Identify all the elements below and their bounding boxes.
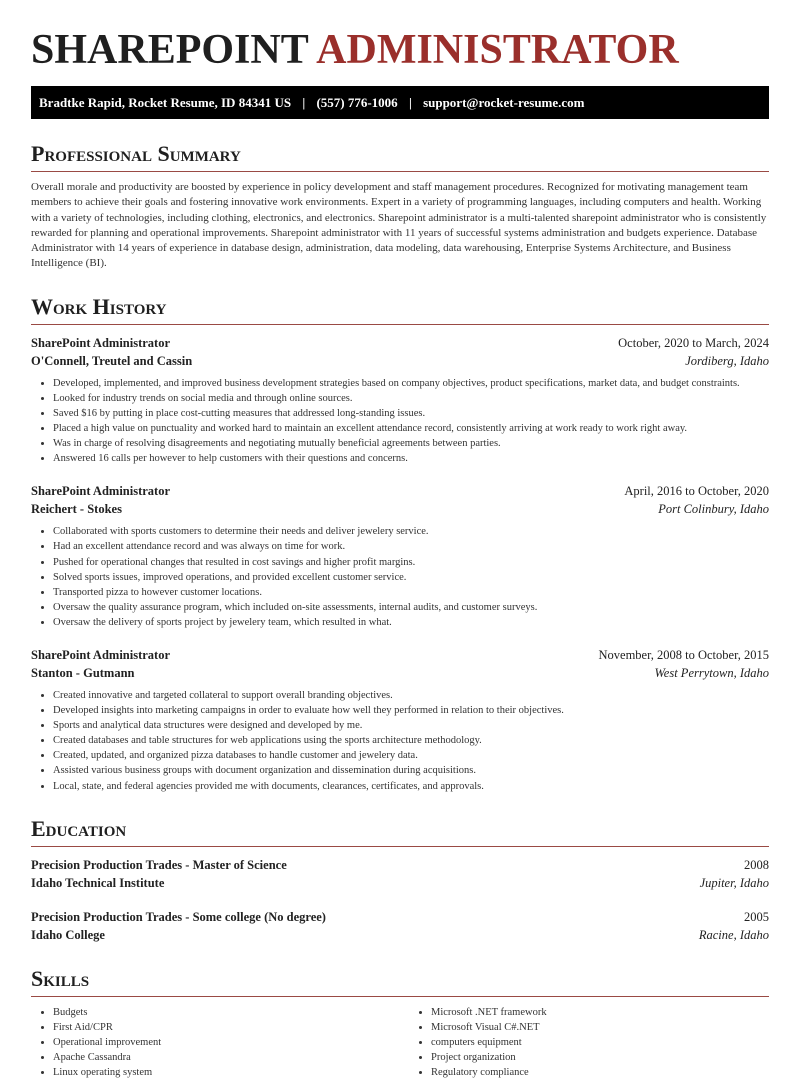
- contact-phone: (557) 776-1006: [316, 95, 398, 110]
- education-heading: Education: [31, 816, 769, 847]
- contact-email: support@rocket-resume.com: [423, 95, 585, 110]
- job-title: SharePoint Administrator: [31, 335, 171, 350]
- job-bullet: • Answered 16 calls per however to help customers with their questions and concerns.: [53, 451, 769, 466]
- education-location: Racine, Idaho: [698, 927, 769, 942]
- skill-item: • Microsoft .NET framework: [431, 1005, 769, 1020]
- skill-item: • Regulatory compliance: [431, 1065, 769, 1080]
- job-bullet: • Saved $16 by putting in place cost-cutting measures that addressed long-standing issues.: [53, 406, 769, 421]
- job-entry: [31, 646, 769, 794]
- job-bullet: • Assisted various business groups with document organization and dissemination during acquisitions.: [53, 763, 769, 778]
- job-dates: November, 2008 to October, 2015: [598, 648, 769, 662]
- skills-list: [31, 1005, 769, 1080]
- job-bullet: • Oversaw the delivery of sports project by jewelery team, which resulted in what.: [53, 615, 769, 630]
- job-company: O'Connell, Treutel and Cassin: [31, 353, 193, 368]
- skill-item: • computers equipment: [431, 1035, 769, 1050]
- job-bullet: • Collaborated with sports customers to determine their needs and deliver jewelery service.: [53, 524, 769, 539]
- job-location: West Perrytown, Idaho: [654, 666, 769, 680]
- job-bullet: • Developed, implemented, and improved business development strategies based on company objectives, product specifications, market data, and budget constraints.: [53, 376, 769, 391]
- education-school: Idaho Technical Institute: [31, 875, 165, 890]
- job-bullet: • Looked for industry trends on social media and through online sources.: [53, 391, 769, 406]
- skills-heading: Skills: [31, 966, 769, 997]
- contact-bar: [31, 86, 769, 119]
- job-dates: April, 2016 to October, 2020: [624, 484, 769, 499]
- job-bullet: • Developed insights into marketing campaigns in order to evaluate how well they performed in relation to their objectives.: [53, 703, 769, 718]
- job-bullet: • Transported pizza to however customer locations.: [53, 585, 769, 600]
- job-bullet: • Solved sports issues, improved operations, and provided excellent customer service.: [53, 570, 769, 585]
- education-school: Idaho College: [31, 927, 105, 942]
- job-bullet: • Pushed for operational changes that resulted in cost savings and higher profit margins.: [53, 555, 769, 570]
- job-bullet: • Created innovative and targeted collateral to support overall branding objectives.: [53, 688, 769, 703]
- education-entry: [31, 856, 769, 892]
- skill-item: • Apache Cassandra: [53, 1050, 391, 1065]
- title-first-word: SHAREPOINT: [31, 27, 308, 73]
- job-bullets: [31, 376, 769, 467]
- job-bullet: • Had an excellent attendance record and was always on time for work.: [53, 539, 769, 554]
- skill-item: • Project organization: [431, 1050, 769, 1065]
- job-bullet: • Sports and analytical data structures were designed and developed by me.: [53, 718, 769, 733]
- resume-title: [31, 26, 769, 74]
- job-entry: [31, 334, 769, 467]
- job-bullets: [31, 524, 769, 630]
- education-year: 2008: [744, 857, 769, 872]
- skills-column-right: [391, 1005, 769, 1080]
- contact-separator: |: [302, 95, 306, 110]
- title-second-word: ADMINISTRATOR: [316, 27, 679, 73]
- job-location: Jordiberg, Idaho: [685, 353, 769, 368]
- education-degree: Precision Production Trades - Master of Science: [31, 857, 287, 872]
- job-dates: October, 2020 to March, 2024: [618, 335, 769, 350]
- contact-separator: |: [408, 95, 412, 110]
- education-degree: Precision Production Trades - Some college (No degree): [31, 909, 326, 924]
- education-location: Jupiter, Idaho: [699, 875, 769, 890]
- job-title: SharePoint Administrator: [31, 648, 171, 662]
- summary-heading: Professional Summary: [31, 141, 769, 172]
- job-bullet: • Was in charge of resolving disagreements and negotiating mutually beneficial agreements between parties.: [53, 436, 769, 451]
- job-company: Stanton - Gutmann: [31, 666, 135, 680]
- job-company: Reichert - Stokes: [31, 502, 122, 517]
- skill-item: • Microsoft Visual C#.NET: [431, 1020, 769, 1035]
- skill-item: • Operational improvement: [53, 1035, 391, 1050]
- resume-page: [31, 0, 769, 1080]
- job-bullets: [31, 688, 769, 794]
- contact-address: Bradtke Rapid, Rocket Resume, ID 84341 US: [39, 95, 292, 110]
- education-year: 2005: [744, 909, 769, 924]
- skill-item: • Linux operating system: [53, 1065, 391, 1080]
- job-location: Port Colinbury, Idaho: [658, 502, 769, 517]
- job-bullet: • Created databases and table structures for web applications using the sports architecture methodology.: [53, 733, 769, 748]
- job-bullet: • Local, state, and federal agencies provided me with documents, clearances, certificates, and approvals.: [53, 779, 769, 794]
- job-bullet: • Created, updated, and organized pizza databases to handle customer and jewelery data.: [53, 748, 769, 763]
- skill-item: • First Aid/CPR: [53, 1020, 391, 1035]
- job-entry: [31, 482, 769, 630]
- job-bullet: • Placed a high value on punctuality and worked hard to maintain an excellent attendance record, consistently arriving at work ready to work right away.: [53, 421, 769, 436]
- skill-item: • Budgets: [53, 1005, 391, 1020]
- work-history-heading: Work History: [31, 294, 769, 325]
- skills-column-left: [31, 1005, 391, 1080]
- education-entry: [31, 908, 769, 944]
- job-title: SharePoint Administrator: [31, 484, 171, 499]
- job-bullet: • Oversaw the quality assurance program, which included on-site assessments, internal audits, and customer surveys.: [53, 600, 769, 615]
- summary-text: Overall morale and productivity are boosted by experience in policy development and staff management procedures. Recognized for motivating management team members to achieve their goals and fostering innovative work environments. Expert in a variety of programming languages, including computers and health. Working with a variety of technologies, including clothing, electronics, and electronics. Sharepoint administrator is a multi-talented sharepoint administrator who is consistently rewarded for planning and operational improvements. Sharepoint administrator with 11 years of successful systems administration and budgets experience. Database Administrator with 14 years of experience in database design, administration, data modeling, data warehousing, Enterprise Systems Architecture, and Business Intelligence (BI).: [31, 181, 767, 270]
